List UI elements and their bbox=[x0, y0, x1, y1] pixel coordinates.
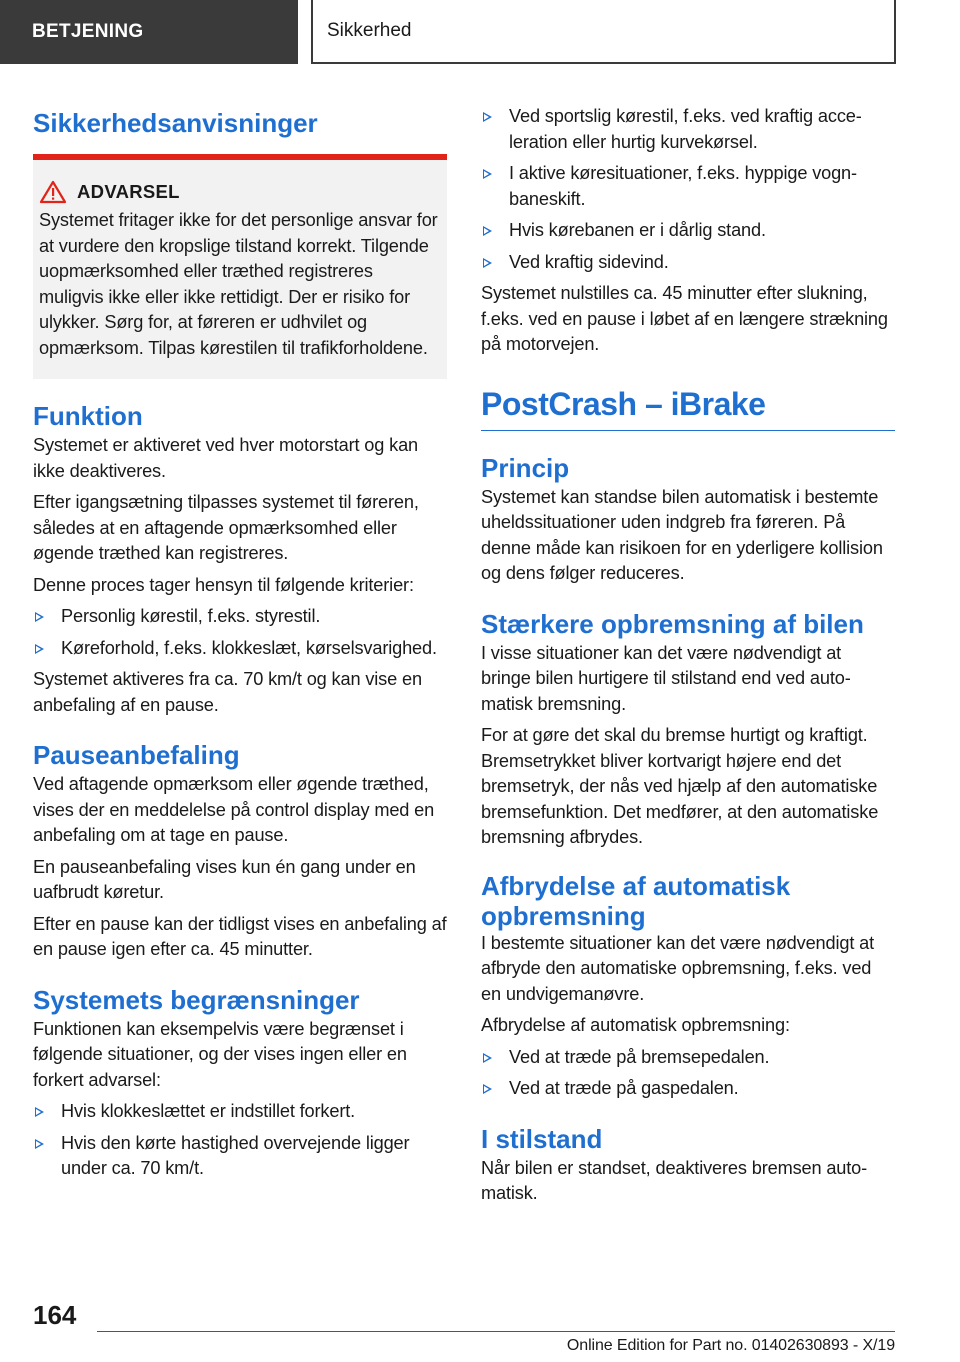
limits-p1: Funktionen kan eksempelvis være begrænset i følgende situationer, og der vises ingen eller en forkert advarsel: bbox=[33, 1018, 407, 1090]
pause-p2: En pauseanbefaling vises kun én gang under en uafbrudt køretur. bbox=[33, 856, 416, 902]
left-column bbox=[33, 96, 447, 1188]
bullet-arrow-icon bbox=[483, 258, 492, 268]
bullet-arrow-icon bbox=[35, 1107, 44, 1117]
list-item: Ved at træde på gaspedalen. bbox=[481, 1076, 895, 1102]
heading-postcrash-ibrake: PostCrash – iBrake bbox=[481, 384, 895, 431]
heading-function: Funktion bbox=[33, 401, 143, 431]
bullet-arrow-icon bbox=[483, 112, 492, 122]
list-item: Køreforhold, f.eks. klokkeslæt, kørselsvarighed. bbox=[33, 636, 447, 662]
page-header bbox=[0, 0, 960, 66]
principle-p1: Systemet kan standse bilen automatisk i bestemte uheldssituationer uden indgreb fra føreren. På denne måde kan risikoen for en yderligere kollision og dens følger reduceres. bbox=[481, 486, 883, 583]
bullet-arrow-icon bbox=[483, 1053, 492, 1063]
bullet-arrow-icon bbox=[35, 1139, 44, 1149]
footer-divider bbox=[97, 1331, 895, 1332]
list-item: Hvis kørebanen er i dårlig stand. bbox=[481, 218, 895, 244]
bullet-arrow-icon bbox=[483, 169, 492, 179]
interrupt-p1: I bestemte situationer kan det være nødvendigt at afbryde den automatiske opbremsning, f.eks. ved en undvigemanøvre. bbox=[481, 932, 874, 1004]
limits-list bbox=[33, 1099, 447, 1182]
heading-safety-instructions: Sikkerhedsanvisninger bbox=[33, 108, 318, 138]
stronger-p1: I visse situationer kan det være nødvendigt at bringe bilen hurtigere til stilstand end ved automatisk bremsning. bbox=[481, 642, 851, 714]
list-item: Personlig kørestil, f.eks. styrestil. bbox=[33, 604, 447, 630]
bullet-arrow-icon bbox=[483, 1084, 492, 1094]
footer-edition: Online Edition for Part no. 01402630893 - X/19 bbox=[566, 1337, 895, 1354]
chapter-tab: Sikkerhed bbox=[311, 0, 896, 64]
list-item: I aktive køresituationer, f.eks. hyppige vognbaneskift. bbox=[481, 161, 895, 212]
section-tab: BETJENING bbox=[0, 0, 298, 64]
function-p1: Systemet er aktiveret ved hver motorstart og kan ikke deaktiveres. bbox=[33, 435, 419, 481]
stronger-p2: For at gøre det skal du bremse hurtigt og kraftigt. Bremsetrykket bliver kortvarigt højere end det bremsetryk, der nås ved hjælp af den automatiske bremsefunktion. Det medfører, at den automatiske bremsning afbrydes. bbox=[481, 725, 879, 847]
function-p2: Efter igangsætning tilpasses systemet til føreren, således at en aftagende opmærksomhed eller øgende træthed kan registreres. bbox=[33, 492, 419, 563]
interrupt-p2: Afbrydelse af automatisk opbremsning: bbox=[481, 1015, 790, 1035]
warning-title bbox=[39, 180, 439, 204]
pause-p3: Efter en pause kan der tidligst vises en anbefaling af en pause igen efter ca. 45 minutter. bbox=[33, 913, 447, 959]
warning-box bbox=[33, 154, 447, 379]
list-item: Hvis den kørte hastighed overvejende ligger under ca. 70 km/t. bbox=[33, 1131, 447, 1182]
limits-reset-text: Systemet nulstilles ca. 45 minutter efter slukning, f.eks. ved en pause i løbet af en længere strækning på motorvejen. bbox=[481, 283, 888, 354]
bullet-arrow-icon bbox=[483, 226, 492, 236]
list-item: Hvis klokkeslættet er indstillet forkert. bbox=[33, 1099, 447, 1125]
heading-principle: Princip bbox=[481, 452, 570, 483]
warning-label: ADVARSEL bbox=[77, 181, 180, 202]
right-column bbox=[481, 104, 895, 1213]
standstill-p1: Når bilen er standset, deaktiveres bremsen automatisk. bbox=[481, 1157, 868, 1203]
limits-list-continued bbox=[481, 104, 895, 275]
warning-text: Systemet fritager ikke for det personlige ansvar for at vurdere den kropslige tilstand korrekt. Tilgende uopmærksomhed eller træthed registreres muligvis ikke eller ikke rettidigt. Der er risiko for ulykker. Sørg for, at føreren er udhvilet og opmærksom. Tilpas kørestilen til trafikforholdene. bbox=[39, 210, 438, 358]
interrupt-list bbox=[481, 1045, 895, 1102]
function-criteria-list bbox=[33, 604, 447, 661]
heading-break-recommendation: Pauseanbefaling bbox=[33, 740, 240, 770]
bullet-arrow-icon bbox=[35, 612, 44, 622]
bullet-arrow-icon bbox=[35, 644, 44, 654]
list-item: Ved kraftig sidevind. bbox=[481, 250, 895, 276]
list-item: Ved sportslig kørestil, f.eks. ved kraftig acceleration eller hurtig kurvekørsel. bbox=[481, 104, 895, 155]
function-p4: Systemet aktiveres fra ca. 70 km/t og kan vise en anbefaling af en pause. bbox=[33, 669, 422, 715]
page-number: 164 bbox=[33, 1300, 77, 1330]
pause-p1: Ved aftagende opmærksom eller øgende træthed, vises der en meddelelse på control display med en anbefaling om at tage en pause. bbox=[33, 774, 435, 845]
heading-interrupt-braking: Afbrydelse af automatisk opbremsning bbox=[481, 870, 791, 931]
heading-system-limits: Systemets begrænsninger bbox=[33, 984, 360, 1015]
warning-triangle-icon bbox=[39, 180, 67, 204]
heading-standstill: I stilstand bbox=[481, 1123, 603, 1154]
heading-stronger-braking: Stærkere opbremsning af bilen bbox=[481, 608, 864, 639]
list-item: Ved at træde på bremsepedalen. bbox=[481, 1045, 895, 1071]
function-p3: Denne proces tager hensyn til følgende kriterier: bbox=[33, 574, 414, 595]
